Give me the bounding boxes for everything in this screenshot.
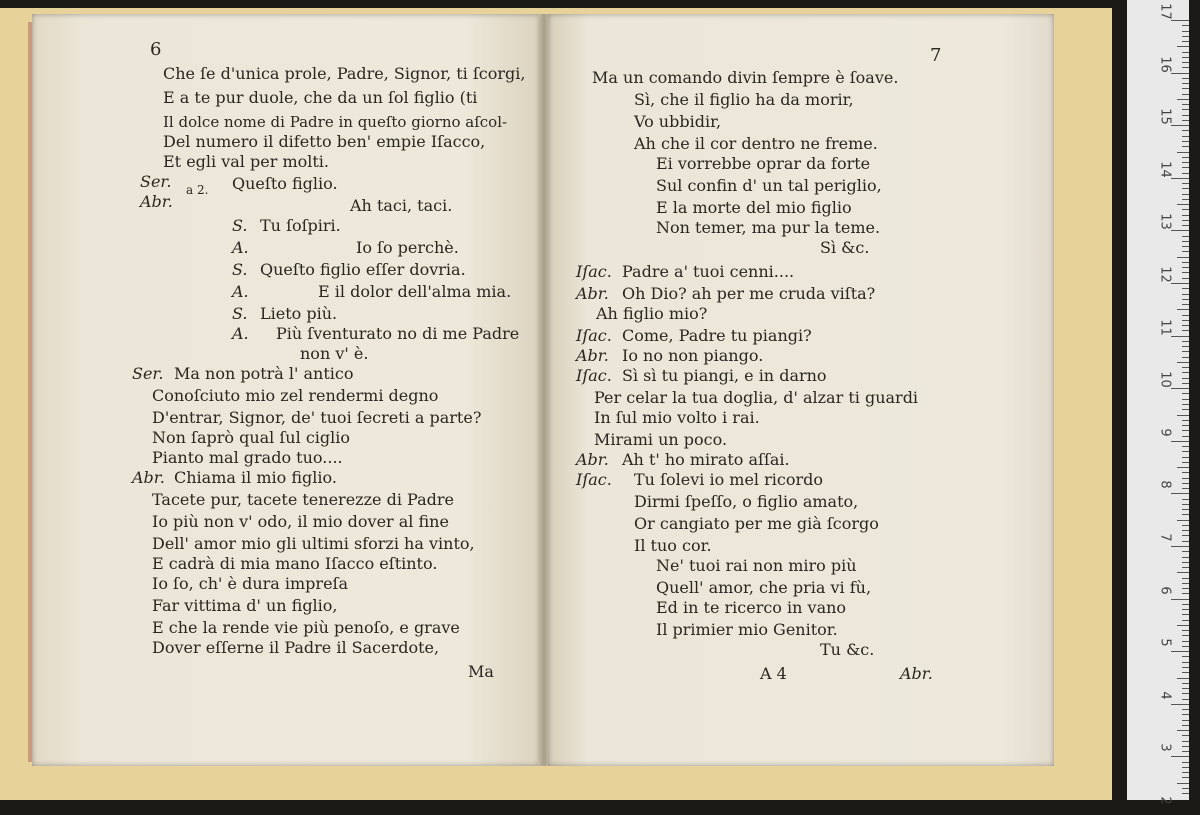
ruler-tick — [1182, 751, 1189, 752]
text-line: Il tuo cor. — [634, 536, 712, 555]
ruler-tick — [1182, 378, 1189, 379]
ruler-tick — [1182, 683, 1189, 684]
ruler-tick — [1182, 720, 1189, 721]
text-line: E a te pur duole, che da un ſol figlio (ti — [163, 88, 478, 107]
ruler-tick — [1171, 599, 1189, 600]
ruler-tick — [1182, 351, 1189, 352]
text-line: Del numero il difetto ben' empie Iſacco, — [163, 132, 486, 151]
text-line: Queſto figlio. — [232, 174, 338, 193]
text-line: Non ſaprò qual ſul ciglio — [152, 428, 350, 447]
text-line: Io ſo, ch' è dura impreſa — [152, 574, 348, 593]
ruler-tick — [1171, 441, 1189, 442]
ruler-tick — [1182, 656, 1189, 657]
ruler-tick — [1182, 762, 1189, 763]
ruler-number: 13 — [1157, 213, 1173, 231]
left-page-number: 6 — [150, 39, 162, 60]
ruler-tick — [1182, 583, 1189, 584]
ruler-tick — [1182, 404, 1189, 405]
ruler-tick — [1182, 41, 1189, 42]
ruler-tick — [1182, 478, 1189, 479]
ruler-tick — [1182, 409, 1189, 410]
ruler-tick — [1182, 793, 1189, 794]
ruler-number: 4 — [1157, 691, 1173, 700]
text-line: Far vittima d' un figlio, — [152, 596, 338, 615]
ruler-tick — [1182, 141, 1189, 142]
ruler-tick — [1182, 304, 1189, 305]
ruler-tick — [1182, 630, 1189, 631]
text-line: Più ſventurato no di me Padre — [276, 324, 520, 343]
ruler-tick — [1182, 772, 1189, 773]
ruler-tick — [1182, 457, 1189, 458]
ruler-tick — [1182, 399, 1189, 400]
ruler-tick — [1182, 215, 1189, 216]
ruler-tick — [1182, 236, 1189, 237]
ruler-tick — [1177, 572, 1189, 573]
text-line: Ah t' ho mirato aſſai. — [622, 450, 790, 469]
text-line: Dover eſſerne il Padre il Sacerdote, — [152, 638, 440, 657]
speaker-label: a 2. — [186, 183, 209, 197]
ruler-tick — [1182, 699, 1189, 700]
ruler-tick — [1182, 446, 1189, 447]
ruler-tick — [1171, 283, 1189, 284]
ruler-tick — [1177, 415, 1189, 416]
catchword: Ma — [468, 662, 494, 681]
ruler-tick — [1182, 420, 1189, 421]
text-line: E la morte del mio figlio — [656, 198, 852, 217]
text-line: Tu ſoſpiri. — [260, 216, 341, 235]
ruler-tick — [1182, 57, 1189, 58]
ruler-tick — [1177, 99, 1189, 100]
ruler-tick — [1182, 62, 1189, 63]
text-line: Sì sì tu piangi, e in darno — [622, 366, 827, 385]
ruler-tick — [1182, 635, 1189, 636]
speaker-label: Abr. — [576, 450, 609, 469]
ruler-tick — [1182, 278, 1189, 279]
text-line: Queſto figlio eſſer dovria. — [260, 260, 466, 279]
text-line: Io ſo perchè. — [356, 238, 459, 257]
ruler-tick — [1182, 209, 1189, 210]
text-line: Ah che il cor dentro ne freme. — [634, 134, 878, 153]
speaker-label: Iſac. — [576, 262, 612, 281]
ruler-tick — [1182, 325, 1189, 326]
ruler-tick — [1182, 483, 1189, 484]
ruler-tick — [1182, 741, 1189, 742]
ruler-number: 17 — [1157, 3, 1173, 20]
ruler-tick — [1182, 146, 1189, 147]
catchword: Abr. — [900, 664, 933, 683]
text-line: Ma non potrà l' antico — [174, 364, 354, 383]
ruler-number: 15 — [1157, 108, 1173, 125]
text-line: Quell' amor, che pria vi fù, — [656, 578, 872, 597]
ruler-tick — [1182, 367, 1189, 368]
speaker-label: S. — [232, 260, 248, 279]
text-line: Tu &c. — [820, 640, 875, 659]
ruler-tick — [1182, 777, 1189, 778]
ruler-tick — [1182, 52, 1189, 53]
ruler-tick — [1182, 472, 1189, 473]
ruler-tick — [1182, 709, 1189, 710]
text-line: E cadrà di mia mano Iſacco eſtinto. — [152, 554, 438, 573]
speaker-label: Abr. — [140, 192, 173, 211]
ruler-tick — [1182, 672, 1189, 673]
text-line: Sì, che il figlio ha da morir, — [634, 90, 854, 109]
speaker-label: Ser. — [140, 172, 172, 191]
ruler-tick — [1182, 667, 1189, 668]
ruler-tick — [1182, 199, 1189, 200]
ruler-tick — [1182, 346, 1189, 347]
ruler-tick — [1182, 535, 1189, 536]
ruler-tick — [1182, 330, 1189, 331]
ruler-tick — [1182, 109, 1189, 110]
ruler-tick — [1182, 241, 1189, 242]
ruler-tick — [1182, 609, 1189, 610]
ruler-tick — [1182, 262, 1189, 263]
text-line: Dell' amor mio gli ultimi sforzi ha vinto, — [152, 534, 475, 553]
text-line: Il dolce nome di Padre in queſto giorno aſcol- — [163, 113, 508, 131]
text-line: Padre a' tuoi cenni.... — [622, 262, 795, 281]
text-line: Tu ſolevi io mel ricordo — [634, 470, 824, 489]
text-line: Tacete pur, tacete tenerezze di Padre — [152, 490, 454, 509]
ruler-tick — [1171, 704, 1189, 705]
ruler-tick — [1182, 294, 1189, 295]
ruler-tick — [1182, 525, 1189, 526]
ruler-tick — [1182, 767, 1189, 768]
speaker-label: Abr. — [576, 346, 609, 365]
text-line: Mirami un poco. — [594, 430, 728, 449]
ruler-tick — [1171, 493, 1189, 494]
text-line: Come, Padre tu piangi? — [622, 326, 812, 345]
ruler-tick — [1182, 588, 1189, 589]
text-line: Ma un comando divin ſempre è ſoave. — [592, 68, 899, 87]
ruler-tick — [1182, 641, 1189, 642]
speaker-label: A. — [232, 238, 249, 257]
ruler-tick — [1182, 120, 1189, 121]
ruler-tick — [1177, 257, 1189, 258]
text-line: Ne' tuoi rai non miro più — [656, 556, 857, 575]
ruler-tick — [1182, 430, 1189, 431]
ruler-tick — [1182, 267, 1189, 268]
ruler-tick — [1177, 46, 1189, 47]
ruler-tick — [1182, 725, 1189, 726]
ruler-tick — [1177, 678, 1189, 679]
ruler-tick — [1182, 383, 1189, 384]
text-line: Il primier mio Genitor. — [656, 620, 838, 639]
speaker-label: S. — [232, 216, 248, 235]
ruler-tick — [1182, 530, 1189, 531]
speaker-label: Iſac. — [576, 326, 612, 345]
ruler-tick — [1182, 320, 1189, 321]
ruler-tick — [1182, 425, 1189, 426]
ruler-tick — [1182, 436, 1189, 437]
ruler-tick — [1182, 83, 1189, 84]
ruler-tick — [1182, 620, 1189, 621]
speaker-label: A. — [232, 324, 249, 343]
ruler-tick — [1171, 546, 1189, 547]
text-line: Oh Dio? ah per me cruda viſta? — [622, 284, 876, 303]
ruler-tick — [1182, 662, 1189, 663]
ruler-tick — [1182, 451, 1189, 452]
ruler-tick — [1182, 183, 1189, 184]
text-line: Non temer, ma pur la teme. — [656, 218, 881, 237]
speaker-label: Abr. — [576, 284, 609, 303]
ruler-tick — [1182, 94, 1189, 95]
ruler-tick — [1182, 25, 1189, 26]
ruler-tick — [1182, 557, 1189, 558]
speaker-label: Iſac. — [576, 470, 612, 489]
speaker-label: A. — [232, 282, 249, 301]
text-line: Dirmi ſpeſſo, o figlio amato, — [634, 492, 859, 511]
text-line: D'entrar, Signor, de' tuoi ſecreti a parte? — [152, 408, 482, 427]
ruler-tick — [1182, 31, 1189, 32]
speaker-label: Iſac. — [576, 366, 612, 385]
text-line: Ah figlio mio? — [596, 304, 708, 323]
ruler-number: 11 — [1157, 318, 1173, 336]
ruler-tick — [1177, 309, 1189, 310]
text-line: Conoſciuto mio zel rendermi degno — [152, 386, 439, 405]
text-line: E che la rende vie più penoſo, e grave — [152, 618, 460, 637]
ruler-tick — [1182, 315, 1189, 316]
text-line: Io no non piango. — [622, 346, 764, 365]
ruler-tick — [1171, 178, 1189, 179]
ruler-tick — [1182, 551, 1189, 552]
text-line: Ei vorrebbe oprar da forte — [656, 154, 871, 173]
ruler-tick — [1182, 104, 1189, 105]
ruler-number: 10 — [1157, 371, 1173, 388]
ruler-tick — [1182, 115, 1189, 116]
ruler-tick — [1182, 693, 1189, 694]
ruler-number: 3 — [1157, 743, 1173, 753]
ruler-tick — [1182, 562, 1189, 563]
ruler-tick — [1182, 488, 1189, 489]
ruler-number: 9 — [1157, 428, 1173, 437]
ruler-tick — [1182, 788, 1189, 789]
text-line: Et egli val per molti. — [163, 152, 330, 171]
ruler-tick — [1177, 783, 1189, 784]
right-page-number: 7 — [930, 45, 942, 66]
ruler-tick — [1171, 20, 1189, 21]
ruler-tick — [1182, 251, 1189, 252]
text-line: Chiama il mio figlio. — [174, 468, 337, 487]
ruler-tick — [1177, 204, 1189, 205]
text-line: Sul confin d' un tal periglio, — [656, 176, 882, 195]
text-line: E il dolor dell'alma mia. — [318, 282, 512, 301]
ruler-tick — [1182, 509, 1189, 510]
ruler-tick — [1182, 578, 1189, 579]
ruler-tick — [1182, 167, 1189, 168]
ruler-tick — [1182, 504, 1189, 505]
ruler-tick — [1182, 614, 1189, 615]
ruler-tick — [1182, 136, 1189, 137]
ruler-tick — [1182, 514, 1189, 515]
ruler-tick — [1182, 567, 1189, 568]
ruler-tick — [1182, 220, 1189, 221]
ruler-tick — [1182, 746, 1189, 747]
ruler-number: 8 — [1157, 480, 1173, 490]
ruler-tick — [1177, 730, 1189, 731]
ruler-tick — [1182, 162, 1189, 163]
ruler-tick — [1182, 714, 1189, 715]
ruler-number: 12 — [1157, 266, 1173, 283]
ruler-tick — [1182, 272, 1189, 273]
ruler-tick — [1177, 362, 1189, 363]
ruler-tick — [1182, 36, 1189, 37]
ruler-tick — [1182, 593, 1189, 594]
ruler-tick — [1182, 541, 1189, 542]
ruler-tick — [1171, 336, 1189, 337]
ruler-number: 6 — [1157, 585, 1173, 595]
speaker-label: S. — [232, 304, 248, 323]
ruler-tick — [1182, 357, 1189, 358]
text-line: Ed in te ricerco in vano — [656, 598, 847, 617]
text-line: Ah taci, taci. — [350, 196, 453, 215]
ruler-tick — [1171, 230, 1189, 231]
ruler-number: 5 — [1157, 638, 1173, 647]
ruler-tick — [1182, 688, 1189, 689]
ruler-tick — [1182, 157, 1189, 158]
measuring-ruler — [1127, 0, 1189, 805]
ruler-tick — [1182, 299, 1189, 300]
ruler-number: 16 — [1157, 55, 1173, 73]
ruler-tick — [1182, 67, 1189, 68]
ruler-tick — [1177, 520, 1189, 521]
ruler-tick — [1182, 130, 1189, 131]
ruler-tick — [1182, 173, 1189, 174]
ruler-tick — [1182, 88, 1189, 89]
speaker-label: Ser. — [132, 364, 164, 383]
ruler-tick — [1171, 651, 1189, 652]
ruler-number: 2 — [1157, 796, 1173, 805]
ruler-tick — [1177, 625, 1189, 626]
ruler-tick — [1182, 735, 1189, 736]
text-line: Per celar la tua doglia, d' alzar ti guardi — [594, 388, 919, 407]
text-line: Che ſe d'unica prole, Padre, Signor, ti ſcorgi, — [163, 64, 526, 83]
ruler-tick — [1182, 499, 1189, 500]
text-line: Vo ubbidir, — [634, 112, 722, 131]
ruler-tick — [1182, 225, 1189, 226]
ruler-tick — [1182, 393, 1189, 394]
ruler-tick — [1182, 194, 1189, 195]
signature-mark: A 4 — [760, 664, 787, 683]
text-line: In ſul mio volto i rai. — [594, 408, 760, 427]
ruler-tick — [1182, 246, 1189, 247]
ruler-tick — [1182, 78, 1189, 79]
ruler-tick — [1182, 604, 1189, 605]
ruler-tick — [1182, 462, 1189, 463]
text-line: Pianto mal grado tuo.... — [152, 448, 343, 467]
ruler-tick — [1182, 288, 1189, 289]
text-line: Io più non v' odo, il mio dover al fine — [152, 512, 449, 531]
ruler-tick — [1171, 388, 1189, 389]
speaker-label: Abr. — [132, 468, 165, 487]
ruler-tick — [1177, 467, 1189, 468]
text-line: Lieto più. — [260, 304, 338, 323]
ruler-tick — [1182, 372, 1189, 373]
ruler-tick — [1182, 188, 1189, 189]
ruler-tick — [1171, 73, 1189, 74]
ruler-tick — [1182, 646, 1189, 647]
ruler-tick — [1171, 125, 1189, 126]
ruler-tick — [1182, 341, 1189, 342]
text-line: Or cangiato per me già ſcorgo — [634, 514, 879, 533]
text-line: Sì &c. — [820, 238, 870, 257]
text-line: non v' è. — [300, 344, 369, 363]
ruler-tick — [1177, 152, 1189, 153]
ruler-number: 14 — [1157, 161, 1173, 178]
ruler-tick — [1171, 756, 1189, 757]
ruler-number: 7 — [1157, 533, 1173, 542]
